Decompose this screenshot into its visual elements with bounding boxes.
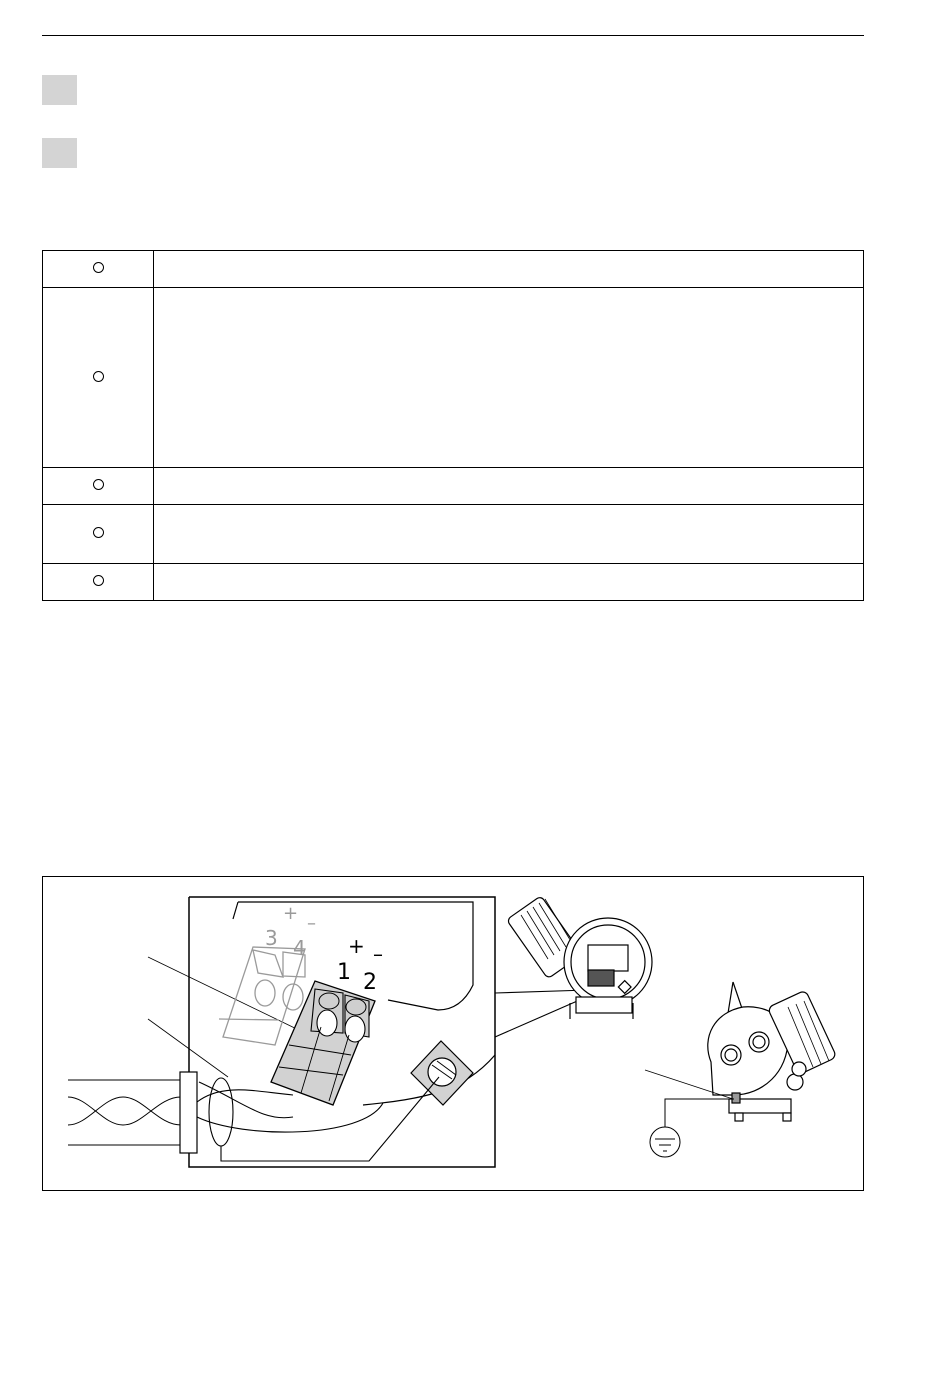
header-rule [42, 35, 864, 36]
checkbox-circle-icon[interactable] [93, 575, 104, 586]
polarity-1-label: + [348, 934, 365, 958]
polarity-2-label: – [373, 942, 383, 966]
checkbox-circle-icon[interactable] [93, 262, 104, 273]
checklist-text [154, 251, 864, 288]
checklist-table [42, 250, 864, 601]
checklist-text [154, 288, 864, 468]
section-marker [42, 75, 77, 105]
checklist-text [154, 468, 864, 505]
checklist-text [154, 564, 864, 601]
checklist-text [154, 505, 864, 564]
checklist-row [43, 564, 864, 601]
transmitter-housing-icon [507, 896, 652, 1019]
polarity-3-label: + [283, 903, 299, 924]
checkbox-circle-icon[interactable] [93, 371, 104, 382]
earth-ground-icon [650, 1099, 734, 1157]
terminal-3-label: 3 [265, 926, 278, 950]
checklist-row [43, 505, 864, 564]
section-marker [42, 138, 77, 168]
terminal-block-3-4 [219, 947, 305, 1045]
checklist-row [43, 468, 864, 505]
checkbox-circle-icon[interactable] [93, 479, 104, 490]
wiring-figure [42, 876, 864, 1191]
terminal-2-label: 2 [363, 970, 377, 995]
leader-line-terminal [148, 957, 305, 1033]
leader-line-shield [148, 1019, 228, 1077]
checkbox-circle-icon[interactable] [93, 527, 104, 538]
terminal-1-label: 1 [337, 960, 351, 985]
cable-gland-icon [180, 1072, 197, 1153]
wiring-diagram [43, 877, 863, 1190]
ground-screw-icon [411, 1041, 473, 1105]
terminal-4-label: 4 [293, 936, 306, 960]
checklist-row [43, 288, 864, 468]
polarity-4-label: – [307, 913, 316, 934]
external-ground-housing-icon [708, 982, 837, 1121]
twisted-pair-cable [68, 1080, 181, 1145]
checklist-row [43, 251, 864, 288]
terminal-block-1-2 [271, 981, 375, 1105]
